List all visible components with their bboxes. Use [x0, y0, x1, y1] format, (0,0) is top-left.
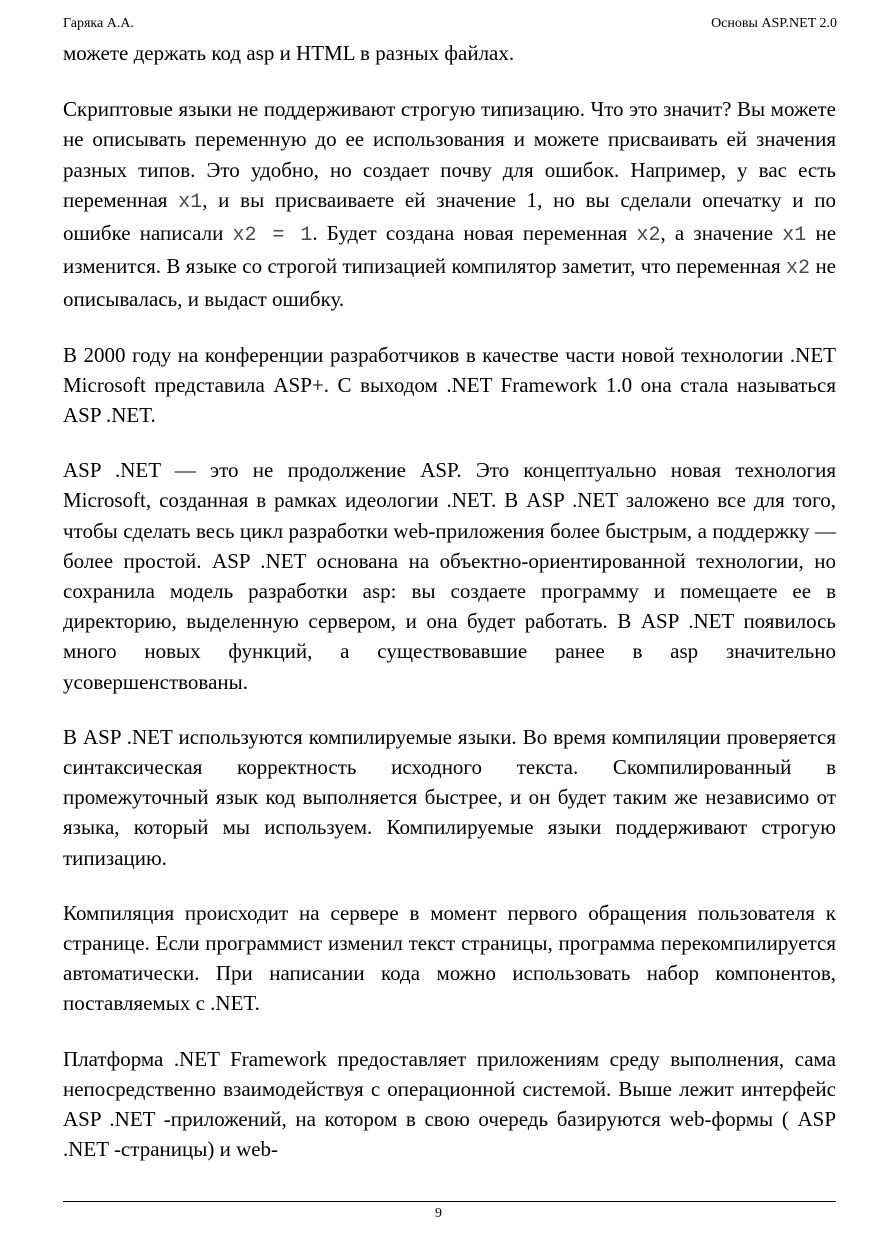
paragraph-continuation: можете держать код asp и HTML в разных файлах.: [63, 41, 515, 65]
header-book-title: Основы ASP.NET 2.0: [711, 16, 837, 31]
text-run: . Будет создана новая переменная: [312, 221, 637, 246]
inline-code: x2: [786, 257, 811, 281]
text-run: Скриптовые языки не поддерживают строгую типизацию. Что это значит? Вы можете не описывать переменную до ее использования и можете присваивать ей значения разных типов. Это удобно, но создает почву для ошибок. Например, у вас есть переменная: [63, 97, 836, 212]
header-author: Гаряка А.А.: [63, 16, 134, 31]
page-number: 9: [435, 1206, 442, 1221]
text-run: не описывалась, и выдаст ошибку.: [63, 254, 836, 312]
paragraph-history: В 2000 году на конференции разработчиков в качестве части новой технологии .NET Microsoft представила ASP+. С выходом .NET Framework 1.0 она стала называться ASP .NET.: [63, 342, 836, 428]
paragraph-aspnet-intro: ASP .NET — это не продолжение ASP. Это концептуально новая технология Microsoft, созданная в рамках идеологии .NET. В ASP .NET заложено все для того, чтобы сделать весь цикл разработки web-приложения более быстрым, а поддержку — более простой. ASP .NET основана на объектно-ориентированной технологии, но сохранила модель разработки asp: вы создаете программу и помещаете ее в директорию, выделенную сервером, и она будет работать. В ASP .NET появилось много новых функций, а существовавшие ранее в asp значительно усовершенствованы.: [63, 458, 836, 694]
inline-code: x2: [636, 224, 661, 248]
inline-code: x1: [178, 190, 203, 214]
paragraph-compilation: Компиляция происходит на сервере в момент первого обращения пользователя к странице. Если программист изменил текст страницы, программа перекомпилируется автоматически. При написании кода можно использовать набор компонентов, поставляемых с .NET.: [63, 900, 836, 1016]
paragraph-typing: [63, 94, 836, 314]
paragraph-compiled-languages: В ASP .NET используются компилируемые языки. Во время компиляции проверяется синтаксическая корректность исходного текста. Скомпилированный в промежуточный язык код выполняется быстрее, и он будет таким же независимо от языка, который мы используем. Компилируемые языки поддерживают строгую типизацию.: [63, 724, 836, 870]
footer-rule: [63, 1201, 836, 1202]
text-run: , и вы присваиваете ей значение 1, но вы сделали опечатку и по ошибке написали: [63, 187, 837, 246]
text-run: , а значение: [660, 221, 783, 246]
inline-code: x2 = 1: [232, 224, 313, 248]
paragraph-framework: Платформа .NET Framework предоставляет приложениям среду выполнения, сама непосредственно взаимодействуя с операционной системой. Выше лежит интерфейс ASP .NET -приложений, на котором в свою очередь базируются web-формы ( ASP .NET -страницы) и web-: [63, 1046, 836, 1162]
body-text: [63, 38, 836, 1190]
text-run: не изменится. В языке со строгой типизацией компилятор заметит, что переменная: [63, 221, 837, 279]
inline-code: x1: [782, 224, 807, 248]
